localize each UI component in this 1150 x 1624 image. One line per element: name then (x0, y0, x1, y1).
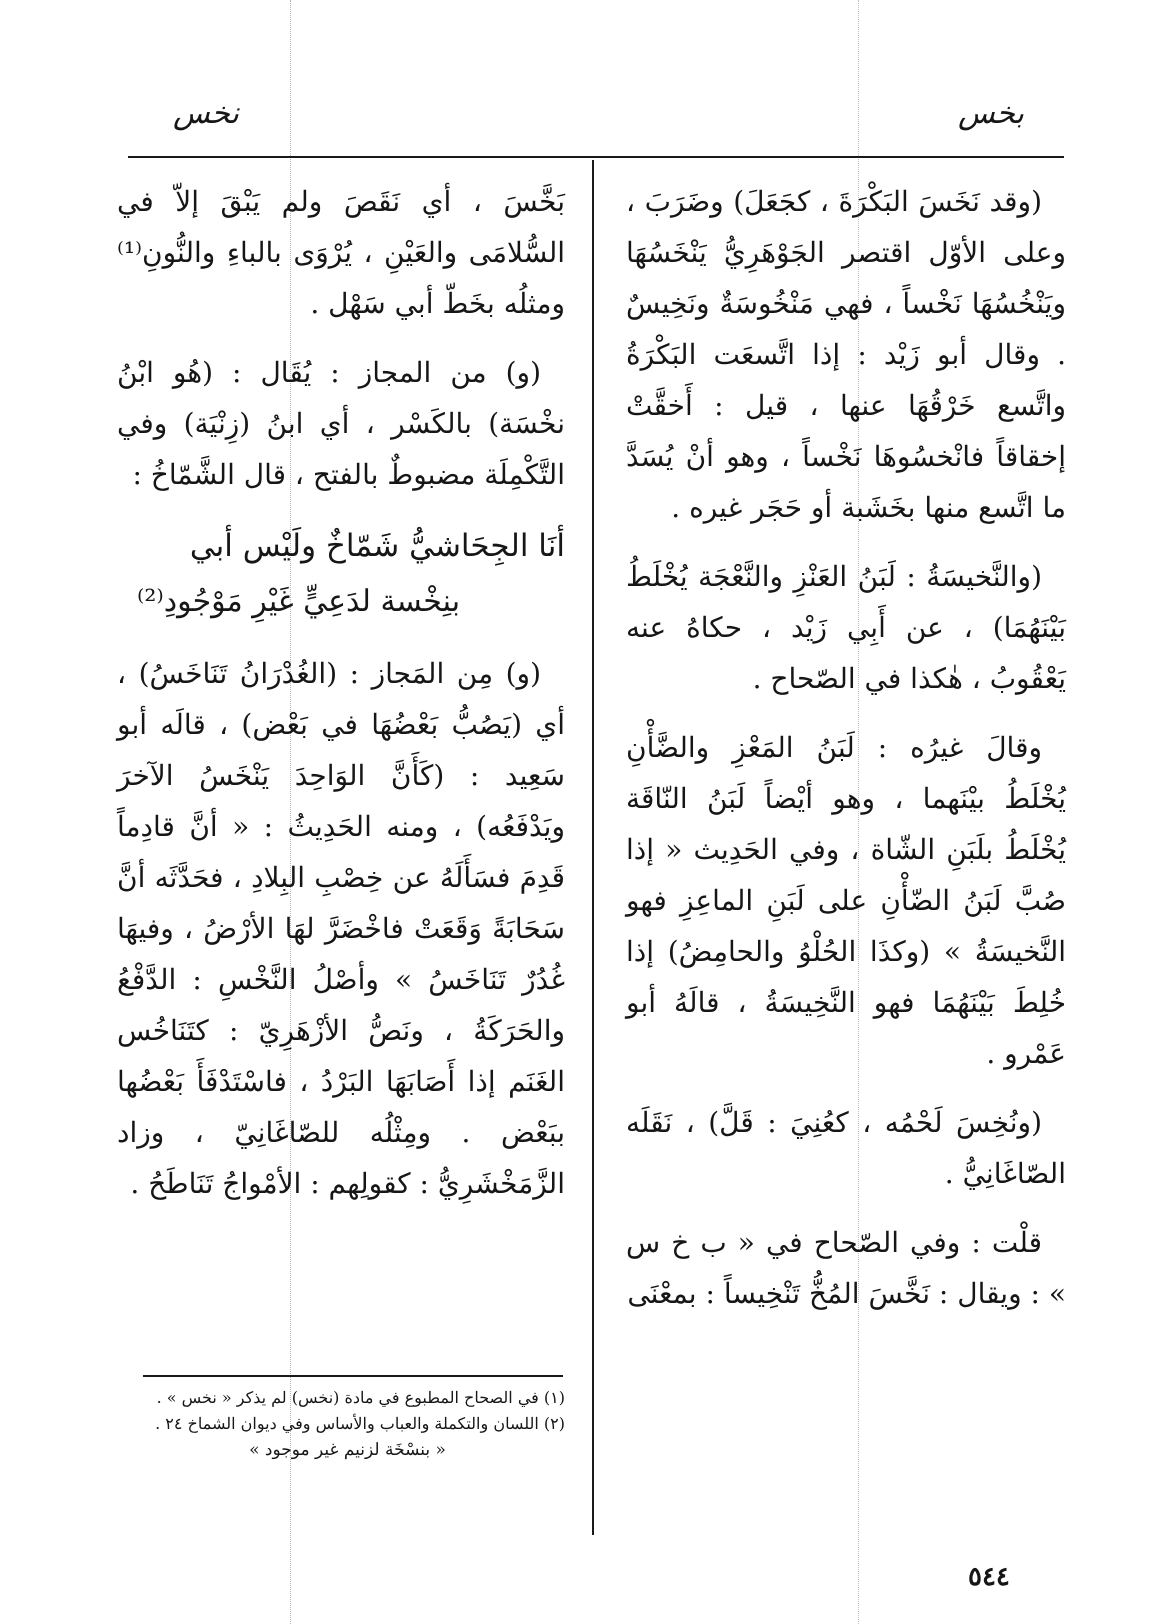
right-column (626, 176, 1066, 1337)
paragraph: قلْت : وفي الصّحاح في « ب خ س » : ويقال : نَخَّسَ المُخُّ تَنْخِيساً : بمعْنَى (626, 1226, 1066, 1310)
paragraph: (والنَّخيسَةُ : لَبَنُ العَنْزِ والنَّعْجَة يُخْلَطُ بَيْنَهُمَا) ، عن أَبِي زَيْد ، حكاهُ عنه يَعْقُوبُ ، هٰكذا في الصّحاح . (626, 560, 1066, 695)
header-rule (128, 156, 1064, 158)
paragraph: (وقد نَخَسَ البَكْرَةَ ، كجَعَلَ) وضَرَبَ ، وعلى الأوّل اقتصر الجَوْهَرِيُّ يَنْخَسُهَا ويَنْخُسُهَا نَخْساً ، فهي مَنْخُوسَةٌ ونَخِيسٌ . وقال أبو زَيْد : إذا اتَّسعَت البَكْرَةُ واتَّسع خَرْقُهَا عنها ، قيل : أَخقَّتْ إخقاقاً فانْخسُوهَا نَخْساً ، وهو أنْ يُسَدَّ ما اتَّسع منها بخَشَبة أو حَجَر غيره . (626, 185, 1066, 524)
poetry-verse (117, 518, 565, 630)
footnote-rule (143, 1375, 563, 1377)
footnote: (١) في الصحاح المطبوع في مادة (نخس) لم يذكر « نخس » . (156, 1388, 565, 1407)
header-left-word: نخس (173, 96, 239, 131)
paragraph: (و) من المجاز : يُقَال : (هُو ابْنُ نخْسَة) بالكَسْر ، أي ابنُ (زِنْيَة) وفي التَّكْمِلَة مضبوطٌ بالفتح ، قال الشَّمّاخُ : (117, 356, 565, 491)
left-column (117, 176, 565, 1227)
footnote: (٢) اللسان والتكملة والعباب والأساس وفي ديوان الشماخ ٢٤ . (155, 1414, 565, 1433)
verse-line: بنِخْسة لدَعِيٍّ غَيْرِ مَوْجُودِ⁽²⁾ (137, 584, 461, 619)
column-divider (592, 160, 594, 1535)
header-right-word: بخس (958, 96, 1024, 131)
paragraph: وقالَ غيرُه : لَبَنُ المَعْزِ والضَّأْنِ يُخْلَطُ بيْنَهما ، وهو أيْضاً لَبَنُ النّاقَة يُخْلَطُ بلَبَنِ الشّاة ، وفي الحَدِيث « إذا صُبَّ لَبَنُ الضّأْنِ على لَبَنِ الماعِزِ فهو النَّخيسَةُ » (وكذَا الحُلْوُ والحامِضُ) إذا خُلِطَ بَيْنَهُمَا فهو النَّخِيسَةُ ، قالَهُ أبو عَمْرو . (626, 731, 1066, 1070)
paragraph: بَخَّسَ ، أي نَقَصَ ولم يَبْقَ إلاّ في السُّلامَى والعَيْنِ ، يُرْوَى بالباءِ والنُّونِ⁽¹⁾ ومثلُه بخَطّ أبي سَهْل . (117, 185, 565, 320)
paragraph: (و) مِن المَجاز : (الغُدْرَانُ تَنَاخَسُ) ، أي (يَصُبُّ بَعْضُهَا في بَعْض) ، قالَه أبو سَعِيد : (كَأَنَّ الوَاحِدَ يَنْخَسُ الآخرَ ويَدْفَعُه) ، ومنه الحَدِيثُ : « أنَّ قادِماً قَدِمَ فسَأَلَهُ عن خِصْبِ البِلادِ ، فحَدَّثَه أنَّ سَحَابَةً وَقَعَتْ فاخْضَرَّ لهَا الأرْضُ ، وفيهَا غُدُرٌ تَنَاخَسُ » وأصْلُ النَّخْسِ : الدَّفْعُ والحَرَكَةُ ، ونَصُّ الأزْهَرِيّ : كتَنَاخُس الغَنَم إذا أَصَابَهَا البَرْدُ ، فاسْتَدْفَأَ بَعْضُها ببَعْض . ومِثْلُه للصّاغَانِيّ ، وزاد الزَّمَخْشَرِيُّ : كقولِهم : الأمْواجُ تَنَاطَحُ . (117, 657, 565, 1200)
paragraph: (ونُخِسَ لَحْمُه ، كعُنِيَ : قَلَّ) ، نَقَلَه الصّاغَانِيُّ . (626, 1106, 1066, 1190)
page-number: ٥٤٤ (968, 1562, 1010, 1592)
footnote-verse: « بنسْخَة لزنيم غير موجود » (249, 1440, 446, 1460)
footnotes (130, 1385, 565, 1463)
verse-line: أنَا الجِحَاشيُّ شَمّاخٌ ولَيْس أبي (189, 528, 565, 564)
